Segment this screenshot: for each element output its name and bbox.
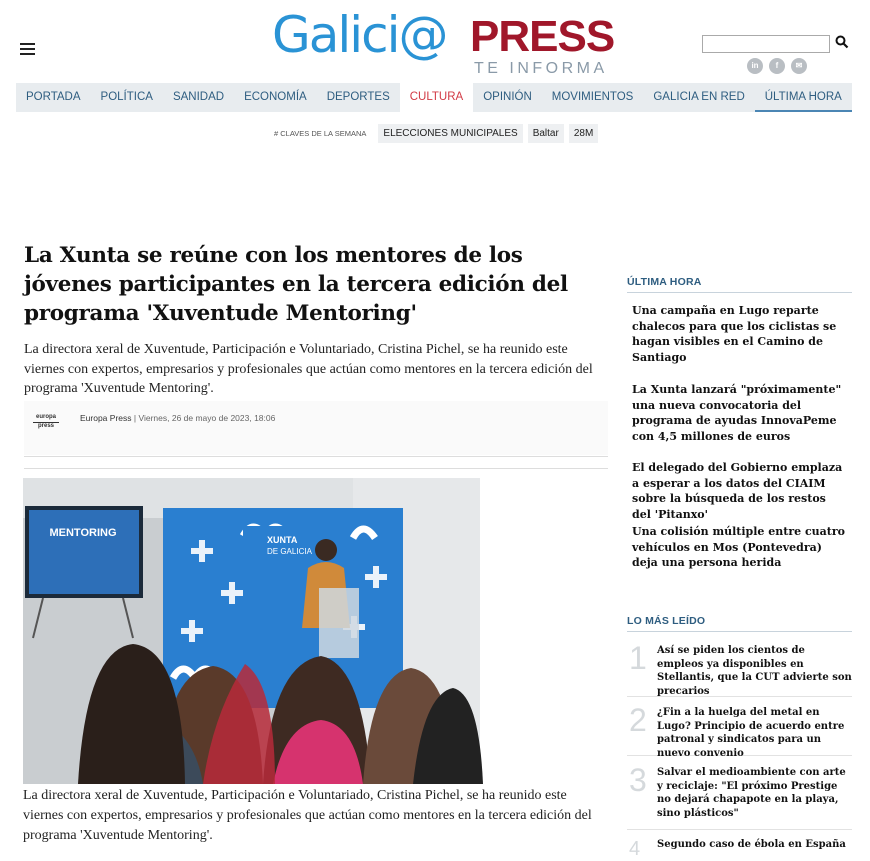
photo-screen-text: MENTORING [49, 527, 117, 539]
ultima-hora-item[interactable]: El delegado del Gobierno emplaza a esperar a los datos del CIAIM sobre la búsqueda de los restos del 'Pitanxo' [632, 461, 843, 521]
article-source[interactable]: Europa Press [80, 413, 132, 423]
mas-leido-title[interactable]: ¿Fin a la huelga del metal en Lugo? Principio de acuerdo entre patronal y sindicatos para un nuevo convenio [657, 707, 845, 759]
byline-box [24, 401, 608, 455]
tag-28m[interactable]: 28M [569, 124, 598, 143]
nav-cultura[interactable]: CULTURA [400, 83, 473, 112]
ultima-hora-heading[interactable]: ÚLTIMA HORA [627, 276, 852, 293]
photo-caption: La directora xeral de Xuventude, Participación e Voluntariado, Cristina Pichel, se ha reunido este viernes con expertos, empresarios y profesionales que actúan como mentores en la tercera edición del programa 'Xuventude Mentoring'. [23, 788, 592, 843]
nav-sanidad[interactable]: SANIDAD [172, 91, 225, 103]
main-navigation [16, 83, 852, 112]
mas-leido-item[interactable] [627, 764, 852, 830]
mas-leido-rank: 1 [629, 640, 647, 676]
search-icon[interactable] [835, 35, 849, 49]
europa-press-logo [33, 414, 59, 430]
mas-leido-rank: 4 [629, 838, 641, 860]
article-photo [23, 478, 480, 784]
nav-ultima-hora[interactable]: ÚLTIMA HORA [755, 83, 852, 112]
nav-opinion[interactable]: OPINIÓN [483, 91, 532, 103]
mas-leido-item[interactable] [627, 642, 852, 697]
nav-economia[interactable]: ECONOMÍA [244, 91, 307, 103]
mas-leido-title[interactable]: Así se piden los cientos de empleos ya disponibles en Stellantis, que la CUT advierte son precarios [657, 645, 852, 697]
mas-leido-item[interactable] [627, 702, 852, 759]
mas-leido-title[interactable]: Salvar el medioambiente con arte y reciclaje: "El próximo Prestige no dejará chapapote en la playa, sino plásticos" [657, 767, 846, 819]
mas-leido-rank: 3 [629, 762, 647, 798]
claves-semana [274, 124, 603, 143]
divider [24, 456, 608, 457]
facebook-icon[interactable]: f [769, 58, 785, 74]
claves-label: # CLAVES DE LA SEMANA [274, 129, 367, 138]
site-logo[interactable] [272, 4, 615, 80]
europa-press-logo-top: europa [35, 414, 56, 420]
mas-leido-rank: 2 [629, 702, 647, 738]
logo-main-text: Galici@ [272, 6, 447, 64]
ultima-hora-item[interactable]: Una campaña en Lugo reparte chalecos para que los ciclistas se hagan visibles en el Camino de Santiago [632, 304, 837, 364]
logo-tagline: TE INFORMA [474, 60, 608, 77]
europa-press-logo-bottom: press [33, 422, 59, 430]
photo-banner-text-2: DE GALICIA [267, 547, 312, 556]
search-input[interactable] [702, 35, 830, 53]
logo-press-text: PRESS [470, 12, 615, 61]
ultima-hora-item[interactable]: La Xunta lanzará "próximamente" una nueva convocatoria del programa de ayudas InnovaPeme con 4,5 millones de euros [632, 383, 842, 443]
tag-baltar[interactable]: Baltar [528, 124, 564, 143]
nav-politica[interactable]: POLÍTICA [100, 91, 153, 103]
linkedin-icon[interactable]: in [747, 58, 763, 74]
mas-leido-heading: LO MÁS LEÍDO [627, 615, 852, 632]
article-lead: La directora xeral de Xuventude, Participación e Voluntariado, Cristina Pichel, se ha reunido este viernes con expertos, empresarios y profesionales que actúan como mentores en la tercera edición del programa 'Xuventude Mentoring'. [24, 342, 593, 396]
tag-elecciones[interactable]: ELECCIONES MUNICIPALES [378, 124, 522, 143]
mas-leido-title[interactable]: Segundo caso de ébola en España [657, 839, 846, 850]
menu-hamburger-icon[interactable] [20, 43, 35, 55]
email-icon[interactable]: ✉ [791, 58, 807, 74]
article-date: Viernes, 26 de mayo de 2023, 18:06 [138, 413, 276, 423]
nav-galicia-en-red[interactable]: GALICIA EN RED [653, 91, 745, 103]
photo-banner-text-1: XUNTA [267, 535, 298, 545]
article-headline: La Xunta se reúne con los mentores de los jóvenes participantes en la tercera edición del programa 'Xuventude Mentoring' [24, 243, 568, 326]
article-byline: Europa Press | Viernes, 26 de mayo de 2023, 18:06 [80, 413, 276, 423]
divider [24, 468, 608, 469]
mas-leido-item[interactable] [627, 838, 852, 860]
ultima-hora-item[interactable]: Una colisión múltiple entre cuatro vehículos en Mos (Pontevedra) deja una persona herida [632, 525, 845, 569]
nav-deportes[interactable]: DEPORTES [326, 91, 390, 103]
nav-portada[interactable]: PORTADA [26, 91, 81, 103]
nav-movimientos[interactable]: MOVIMIENTOS [551, 91, 634, 103]
